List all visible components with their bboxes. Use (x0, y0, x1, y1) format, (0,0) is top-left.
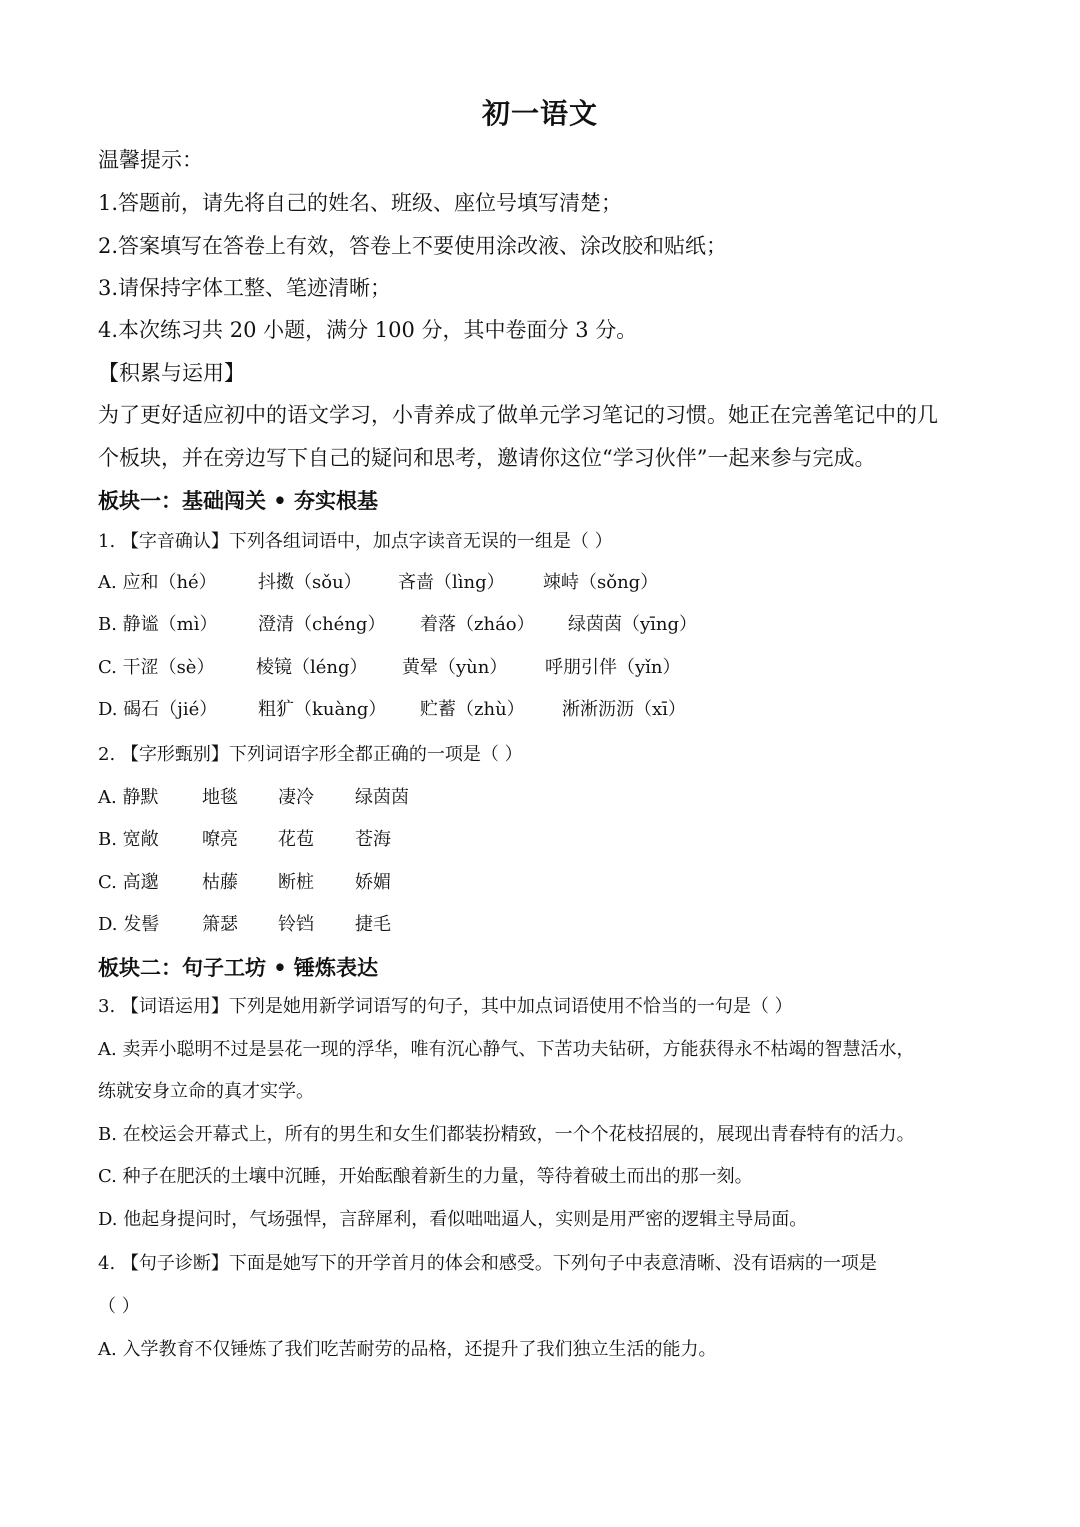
option-cell: 黄晕（yùn） (402, 657, 508, 678)
option-cell: 贮蓄（zhù） (420, 699, 525, 720)
question-3-stem: 3. 【词语运用】下列是她用新学词语写的句子，其中加点词语使用不恰当的一句是（ ） (98, 996, 793, 1017)
option-cell: 断桩 (278, 872, 314, 893)
section-heading: 【积累与运用】 (98, 361, 245, 385)
option-cell: A. 静默 (98, 787, 159, 808)
q3-option-b: B. 在校运会开幕式上，所有的男生和女生们都装扮精致，一个个花枝招展的，展现出青春特有的活力。 (98, 1124, 915, 1145)
intro-line-2: 个板块，并在旁边写下自己的疑问和思考，邀请你这位“学习伙伴”一起来参与完成。 (98, 446, 876, 470)
option-cell: B. 静谧（mì） (98, 614, 218, 635)
option-cell: 粗犷（kuàng） (258, 699, 387, 720)
option-cell: 澄清（chéng） (258, 614, 386, 635)
question-1-stem: 1. 【字音确认】下列各组词语中，加点字读音无误的一组是（ ） (98, 531, 613, 552)
page-title: 初一语文 (481, 97, 598, 130)
option-cell: 地毯 (202, 787, 238, 808)
option-cell: 着落（zháo） (420, 614, 535, 635)
q3-option-a-line-1: A. 卖弄小聪明不过是昙花一现的浮华，唯有沉心静气、下苦功夫钻研，方能获得永不枯竭的智慧活水， (98, 1039, 915, 1060)
option-cell: 箫瑟 (202, 914, 238, 935)
block-1-heading: 板块一：基础闯关 • 夯实根基 (98, 488, 379, 513)
option-cell: 绿茵茵（yīng） (568, 614, 698, 635)
question-2-stem: 2. 【字形甄别】下列词语字形全都正确的一项是（ ） (98, 744, 523, 765)
option-cell: 绿茵茵 (355, 787, 409, 808)
question-4-answer-paren: （ ） (98, 1296, 140, 1317)
option-cell: C. 高邈 (98, 872, 159, 893)
option-cell: A. 应和（hé） (98, 572, 217, 593)
option-cell: 吝啬（lìng） (398, 572, 505, 593)
block-2-heading: 板块二：句子工坊 • 锤炼表达 (98, 955, 379, 980)
q3-option-c: C. 种子在肥沃的土壤中沉睡，开始酝酿着新生的力量，等待着破土而出的那一刻。 (98, 1166, 753, 1187)
option-cell: 捷毛 (355, 914, 391, 935)
option-cell: 呼朋引伴（yǐn） (545, 657, 681, 678)
option-cell: 凄冷 (278, 787, 314, 808)
tip-line-4: 4.本次练习共 20 小题，满分 100 分，其中卷面分 3 分。 (98, 318, 638, 342)
tip-line-1: 1.答题前，请先将自己的姓名、班级、座位号填写清楚； (98, 191, 623, 215)
option-cell: D. 发髻 (98, 914, 160, 935)
option-cell: 棱镜（léng） (256, 657, 368, 678)
option-cell: 淅淅沥沥（xī） (562, 699, 686, 720)
q3-option-d: D. 他起身提问时，气场强悍，言辞犀利，看似咄咄逼人，实则是用严密的逻辑主导局面。 (98, 1209, 808, 1230)
tips-heading: 温馨提示： (98, 148, 203, 172)
option-cell: 嘹亮 (202, 829, 238, 850)
option-cell: C. 干涩（sè） (98, 657, 215, 678)
q3-option-a-line-2: 练就安身立命的真才实学。 (98, 1081, 314, 1102)
q4-option-a: A. 入学教育不仅锤炼了我们吃苦耐劳的品格，还提升了我们独立生活的能力。 (98, 1339, 717, 1360)
option-cell: 枯藤 (202, 872, 238, 893)
option-cell: 花苞 (278, 829, 314, 850)
intro-line-1: 为了更好适应初中的语文学习，小青养成了做单元学习笔记的习惯。她正在完善笔记中的几 (98, 403, 938, 427)
option-cell: B. 宽敞 (98, 829, 159, 850)
option-cell: 竦峙（sǒng） (543, 572, 659, 593)
option-cell: D. 碣石（jié） (98, 699, 218, 720)
option-cell: 铃铛 (278, 914, 314, 935)
tip-line-2: 2.答案填写在答卷上有效，答卷上不要使用涂改液、涂改胶和贴纸； (98, 234, 728, 258)
tip-line-3: 3.请保持字体工整、笔迹清晰； (98, 276, 392, 300)
option-cell: 抖擞（sǒu） (258, 572, 362, 593)
option-cell: 娇媚 (355, 872, 391, 893)
option-cell: 苍海 (355, 829, 391, 850)
question-4-stem: 4. 【句子诊断】下面是她写下的开学首月的体会和感受。下列句子中表意清晰、没有语病的一项是 (98, 1253, 877, 1274)
